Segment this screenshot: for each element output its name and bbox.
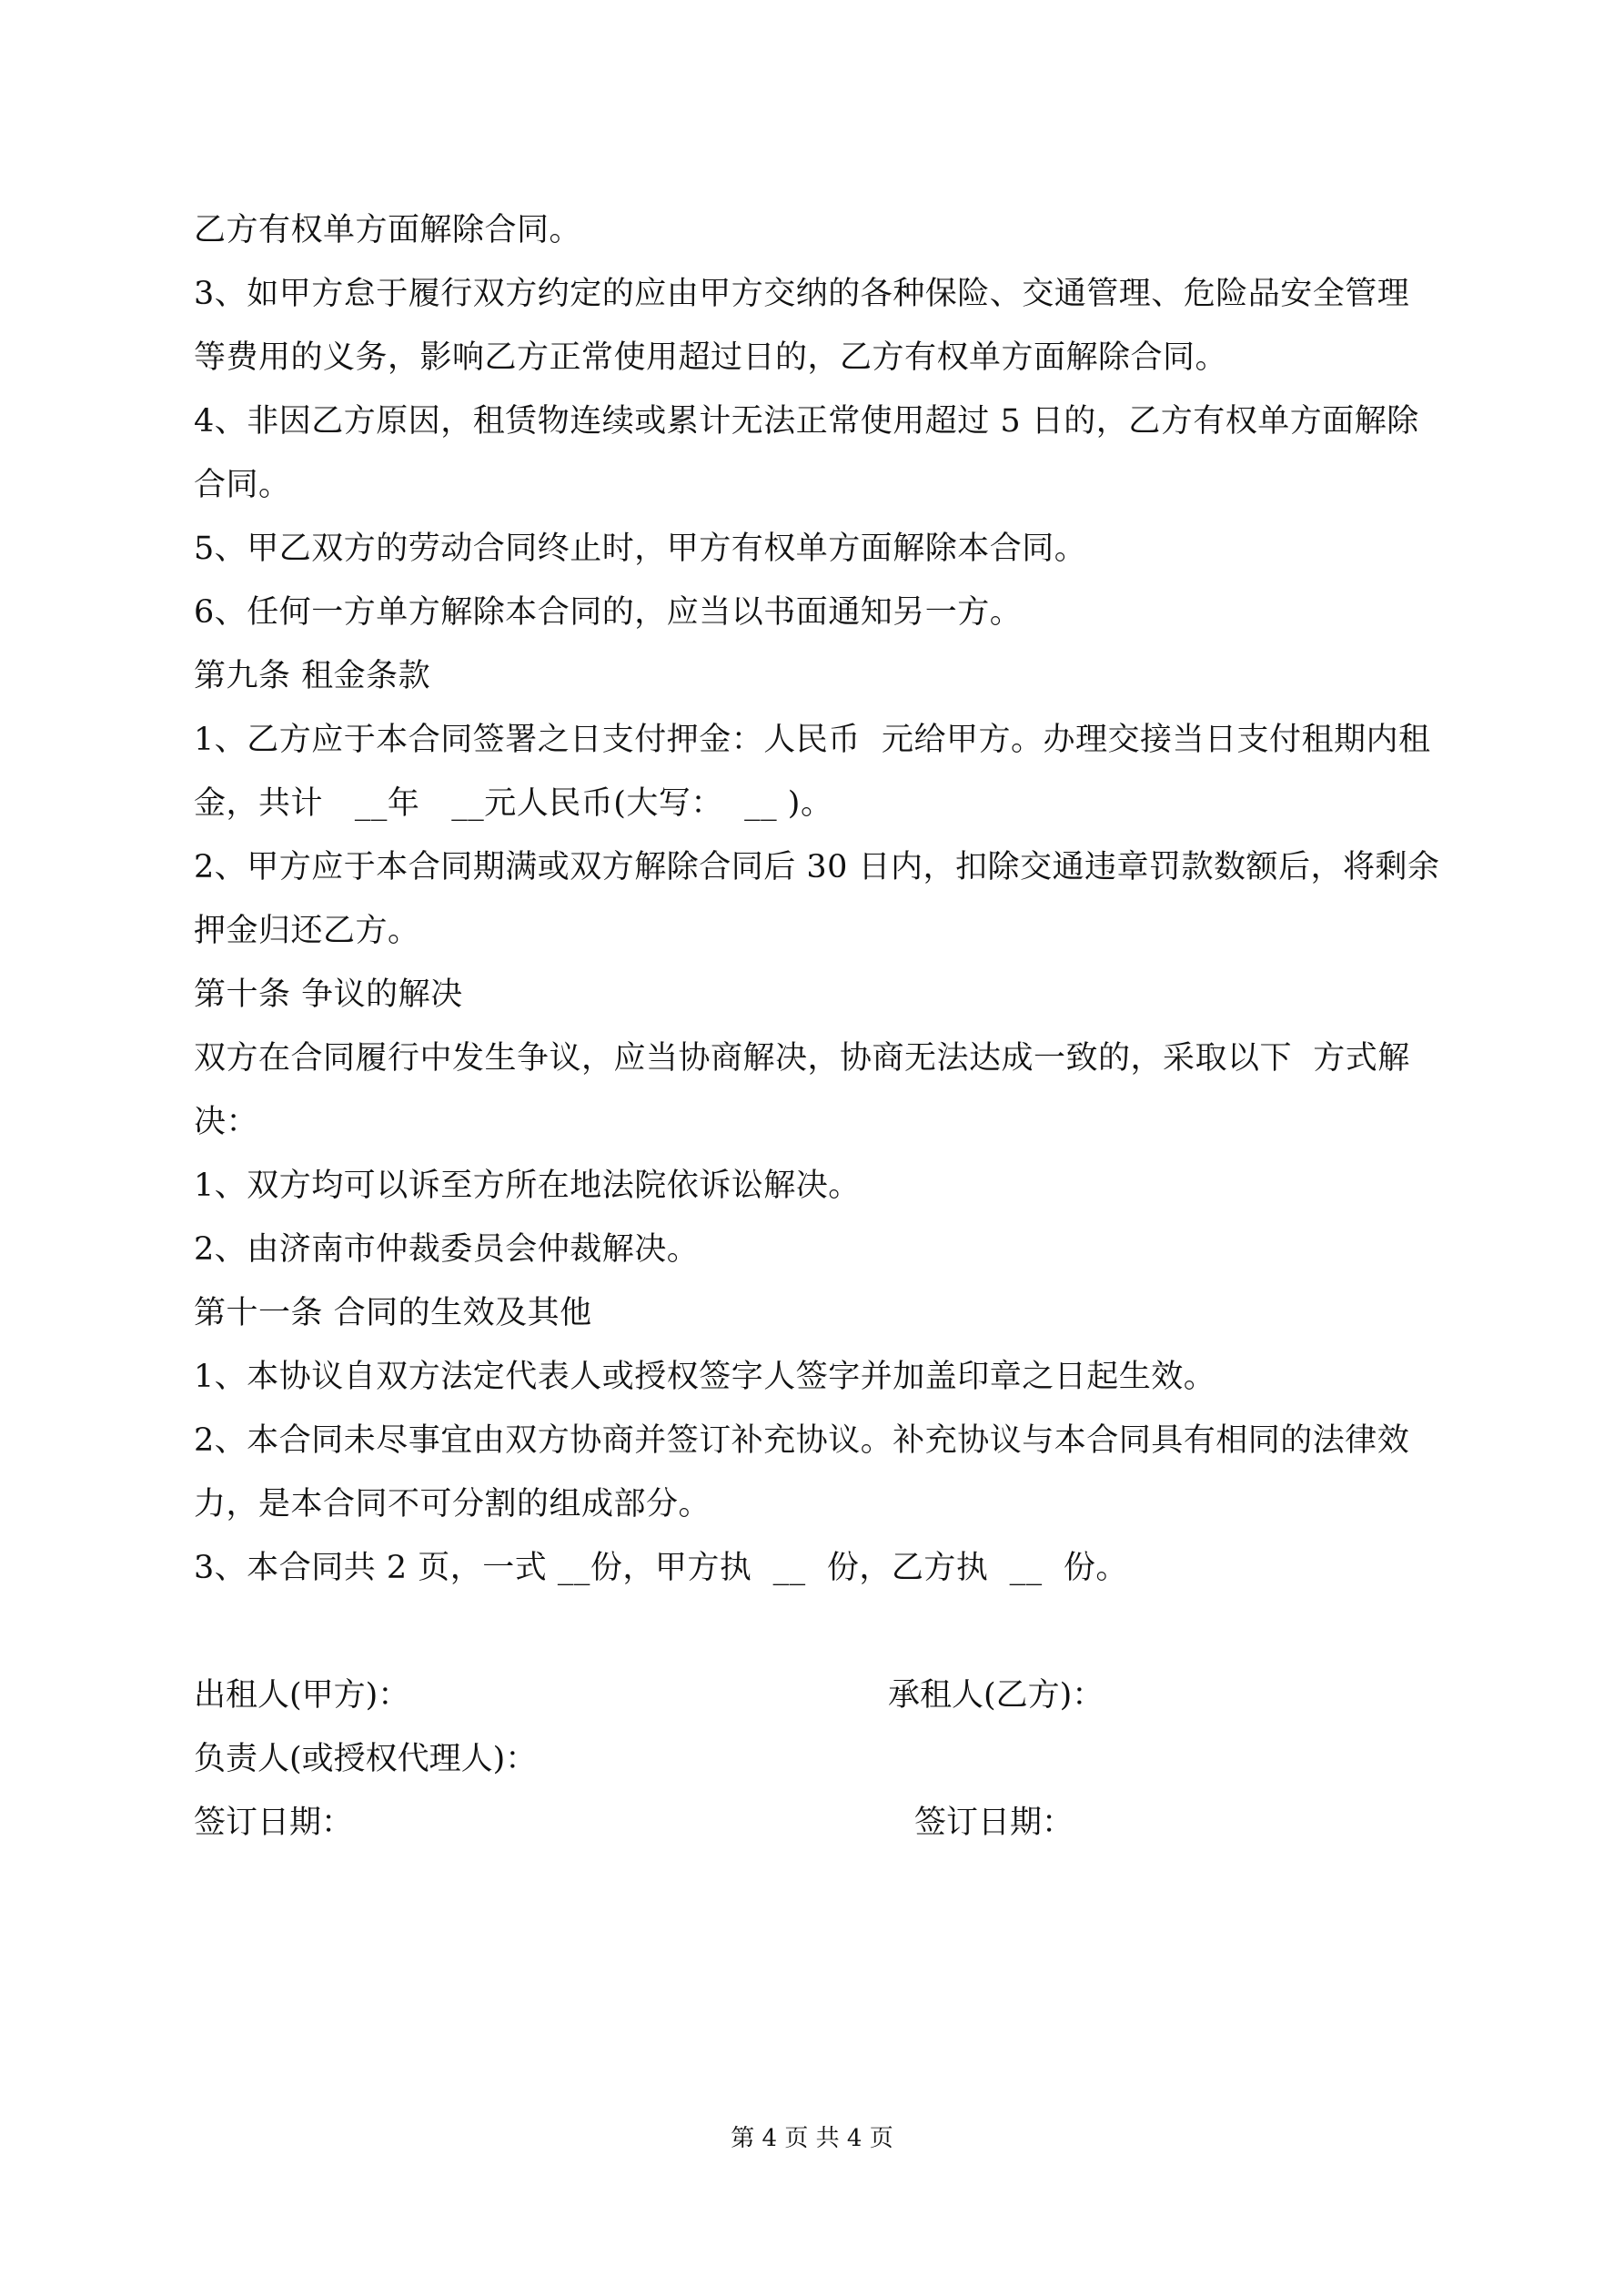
text-line: 3、如甲方怠于履行双方约定的应由甲方交纳的各种保险、交通管理、危险品安全管理 bbox=[194, 276, 1410, 312]
signature-row-parties bbox=[194, 1664, 1440, 1727]
text-line: 双方在合同履行中发生争议，应当协商解决，协商无法达成一致的，采取以下 方式解 bbox=[194, 1040, 1410, 1077]
contract-body bbox=[194, 198, 1440, 1855]
sign-date-left: 签订日期： bbox=[194, 1805, 354, 1841]
section-heading: 第十条 争议的解决 bbox=[194, 976, 463, 1013]
section-heading: 第九条 租金条款 bbox=[194, 658, 431, 694]
sign-date-right: 签订日期： bbox=[914, 1805, 1074, 1841]
text-line: 金，共计 __年 __元人民币(大写： __ )。 bbox=[194, 785, 833, 822]
section-heading: 第十一条 合同的生效及其他 bbox=[194, 1295, 592, 1331]
spacer bbox=[194, 1600, 1440, 1664]
text-line: 合同。 bbox=[194, 467, 291, 503]
text-line: 5、甲乙双方的劳动合同终止时，甲方有权单方面解除本合同。 bbox=[194, 531, 1087, 567]
lessor-label: 出租人(甲方)： bbox=[194, 1677, 410, 1714]
text-line: 6、任何一方单方解除本合同的，应当以书面通知另一方。 bbox=[194, 594, 1023, 631]
text-line: 决： bbox=[194, 1104, 259, 1140]
lessee-label: 承租人(乙方)： bbox=[888, 1677, 1105, 1714]
text-line: 4、非因乙方原因，租赁物连续或累计无法正常使用超过 5 日的，乙方有权单方面解除 bbox=[194, 403, 1419, 440]
text-line: 3、本合同共 2 页，一式 __份，甲方执 __ 份，乙方执 __ 份。 bbox=[194, 1550, 1128, 1586]
text-line: 力，是本合同不可分割的组成部分。 bbox=[194, 1486, 711, 1522]
text-line: 1、本协议自双方法定代表人或授权签字人签字并加盖印章之日起生效。 bbox=[194, 1359, 1216, 1395]
text-line: 乙方有权单方面解除合同。 bbox=[194, 212, 582, 248]
text-line: 2、由济南市仲裁委员会仲裁解决。 bbox=[194, 1231, 700, 1268]
text-line: 等费用的义务，影响乙方正常使用超过日的，乙方有权单方面解除合同。 bbox=[194, 339, 1228, 376]
text-line: 2、本合同未尽事宜由双方协商并签订补充协议。补充协议与本合同具有相同的法律效 bbox=[194, 1422, 1410, 1459]
responsible-label: 负责人(或授权代理人)： bbox=[194, 1741, 538, 1777]
text-line: 1、乙方应于本合同签署之日支付押金：人民币 元给甲方。办理交接当日支付租期内租 bbox=[194, 722, 1431, 758]
text-line: 2、甲方应于本合同期满或双方解除合同后 30 日内，扣除交通违章罚款数额后，将剩余 bbox=[194, 849, 1440, 885]
text-line: 1、双方均可以诉至方所在地法院依诉讼解决。 bbox=[194, 1168, 861, 1204]
signature-row-dates bbox=[194, 1791, 1440, 1855]
signature-row-responsible bbox=[194, 1727, 1440, 1791]
page-number: 第 4 页 共 4 页 bbox=[731, 2125, 893, 2152]
text-line: 押金归还乙方。 bbox=[194, 913, 420, 949]
